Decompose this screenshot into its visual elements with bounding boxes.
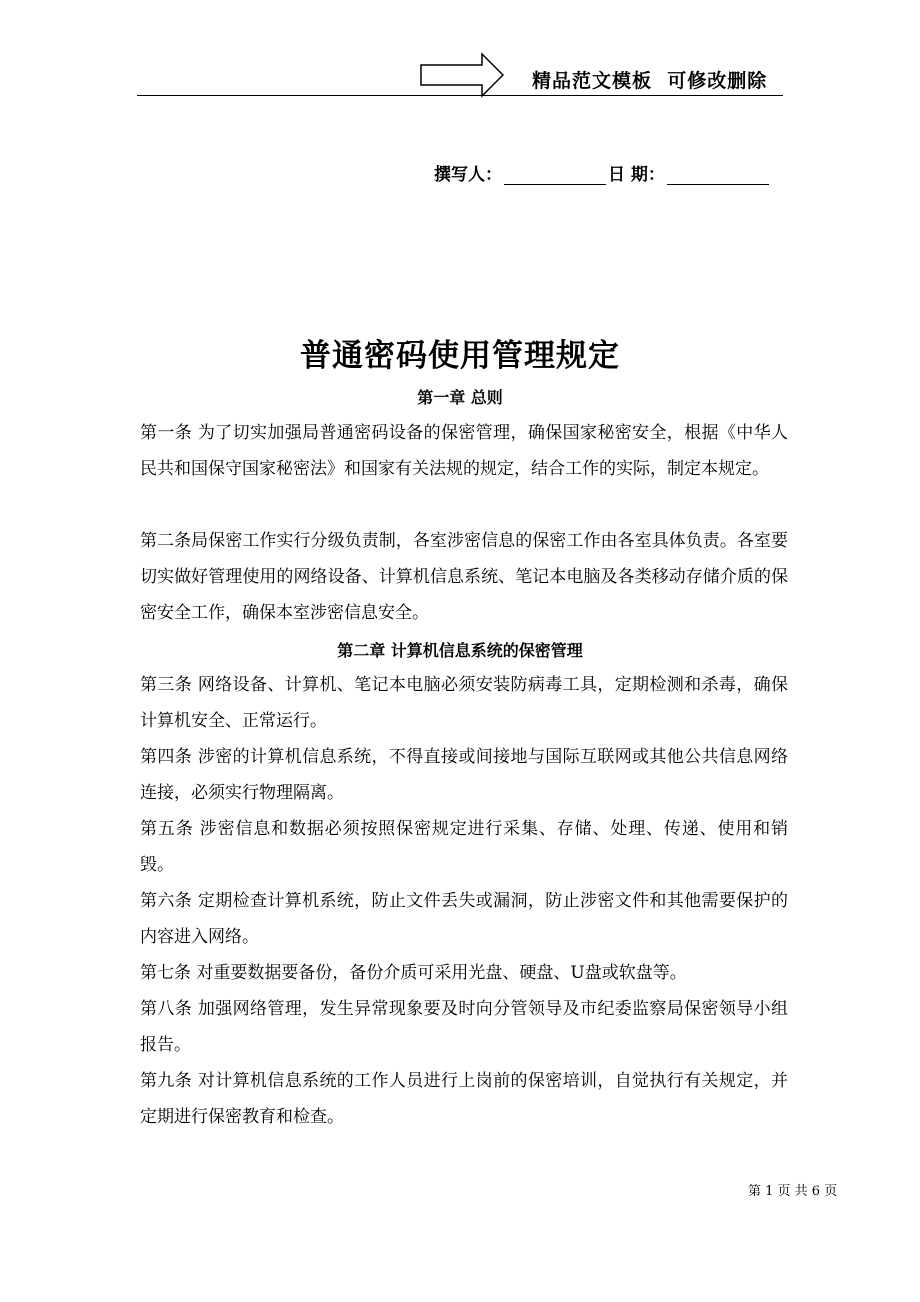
- arrow-icon: [420, 52, 504, 98]
- header-rule: [137, 95, 783, 96]
- author-label: 撰写人：: [434, 165, 502, 185]
- article-paragraph: 第七条 对重要数据要备份，备份介质可采用光盘、硬盘、U盘或软盘等。: [140, 963, 687, 983]
- article-paragraph: 第五条 涉密信息和数据必须按照保密规定进行采集、存储、处理、传递、使用和销毁。: [140, 819, 788, 875]
- page-number: 第 1 页 共 6 页: [748, 1184, 838, 1199]
- article-paragraph: 第四条 涉密的计算机信息系统，不得直接或间接地与国际互联网或其他公共信息网络连接，必须实行物理隔离。: [140, 747, 788, 803]
- document-title: 普通密码使用管理规定: [300, 338, 620, 374]
- chapter-heading: 第一章 总则: [417, 388, 503, 407]
- article-paragraph: 第九条 对计算机信息系统的工作人员进行上岗前的保密培训，自觉执行有关规定，并定期进行保密教育和检查。: [140, 1071, 788, 1127]
- author-blank: [504, 166, 606, 185]
- article-paragraph: 第一条 为了切实加强局普通密码设备的保密管理，确保国家秘密安全，根据《中华人民共和国保守国家秘密法》和国家有关法规的规定，结合工作的实际，制定本规定。: [140, 423, 788, 479]
- date-label: 日 期：: [608, 165, 665, 185]
- article-paragraph: 第二条局保密工作实行分级负责制，各室涉密信息的保密工作由各室具体负责。各室要切实做好管理使用的网络设备、计算机信息系统、笔记本电脑及各类移动存储介质的保密安全工作，确保本室涉密信息安全。: [140, 531, 788, 623]
- header-tag: 精品范文模板 可修改删除: [532, 70, 768, 92]
- author-date-line: [434, 160, 771, 185]
- article-paragraph: 第八条 加强网络管理，发生异常现象要及时向分管领导及市纪委监察局保密领导小组报告。: [140, 999, 788, 1055]
- article-paragraph: 第三条 网络设备、计算机、笔记本电脑必须安装防病毒工具，定期检测和杀毒，确保计算机安全、正常运行。: [140, 675, 788, 731]
- date-blank: [667, 166, 769, 185]
- chapter-heading: 第二章 计算机信息系统的保密管理: [337, 641, 583, 660]
- article-paragraph: 第六条 定期检查计算机系统，防止文件丢失或漏洞，防止涉密文件和其他需要保护的内容进入网络。: [140, 891, 788, 947]
